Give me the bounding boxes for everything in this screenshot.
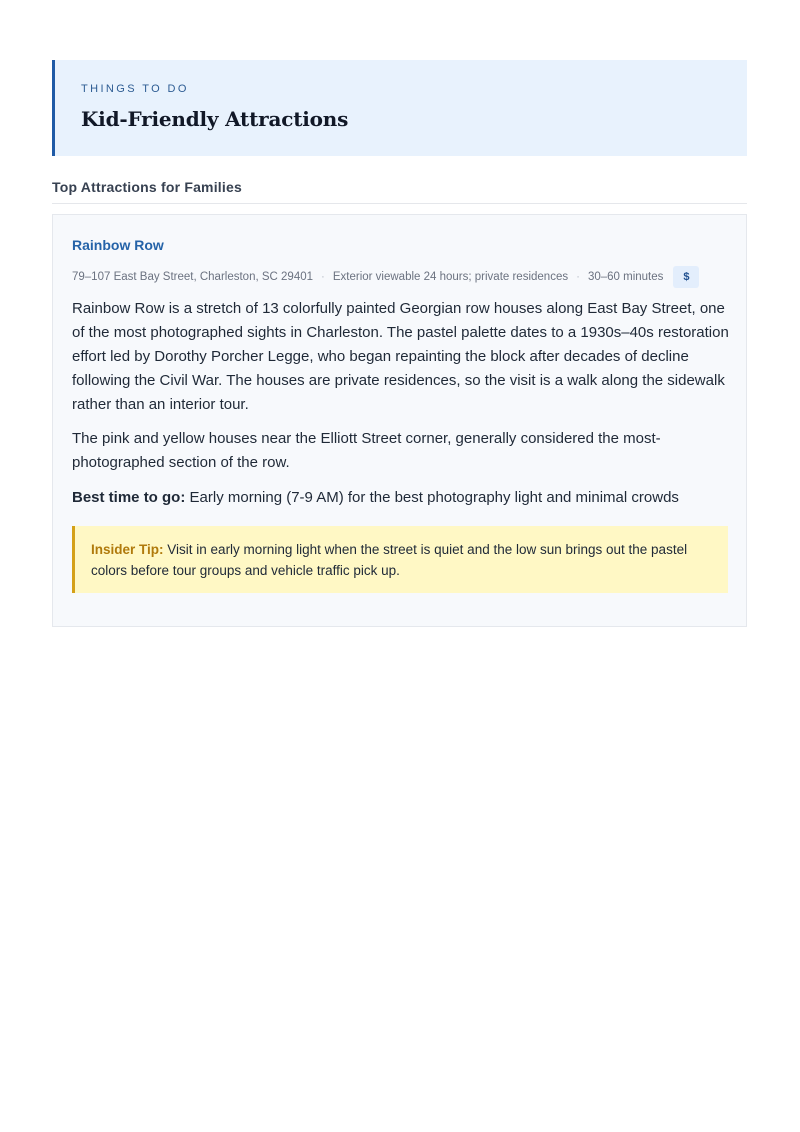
attraction-name-link[interactable]: Rainbow Row: [72, 237, 164, 253]
page-header: [52, 60, 747, 156]
insider-tip-text: Visit in early morning light when the street is quiet and the low sun brings out the pastel colors before tour groups and vehicle traffic pick up.: [91, 542, 688, 578]
meta-separator: ·: [576, 271, 580, 283]
attraction-duration: 30–60 minutes: [587, 271, 664, 283]
price-badge: $: [673, 266, 699, 288]
section-title: Top Attractions for Families: [52, 179, 242, 195]
insider-tip-label: Insider Tip:: [91, 542, 164, 557]
attraction-photo-note: The pink and yellow houses near the Elliott Street corner, generally considered the most-photographed section of the row.: [72, 430, 661, 471]
insider-tip: [72, 526, 728, 593]
best-time-label: Best time to go:: [72, 489, 186, 506]
section-divider: [52, 203, 747, 204]
attraction-description: Rainbow Row is a stretch of 13 colorfully painted Georgian row houses along East Bay Street, one of the most photographed sights in Charleston. The pastel palette dates to a 1930s–40s restoration effort led by Dorothy Porcher Legge, who began repainting the block after decades of decline following the Civil War. The houses are private residences, so the visit is a walk along the sidewalk rather than an interior tour.: [72, 300, 729, 413]
attraction-meta: [72, 266, 699, 288]
best-time-value: Early morning (7-9 AM) for the best photography light and minimal crowds: [189, 489, 679, 506]
attraction-card: [52, 214, 747, 627]
page-title: Kid-Friendly Attractions: [81, 107, 349, 131]
attraction-address: 79–107 East Bay Street, Charleston, SC 29401: [72, 271, 314, 283]
attraction-hours: Exterior viewable 24 hours; private residences: [332, 271, 569, 283]
header-eyebrow: THINGS TO DO: [81, 83, 189, 95]
best-time: [72, 486, 734, 510]
meta-separator: ·: [321, 271, 325, 283]
